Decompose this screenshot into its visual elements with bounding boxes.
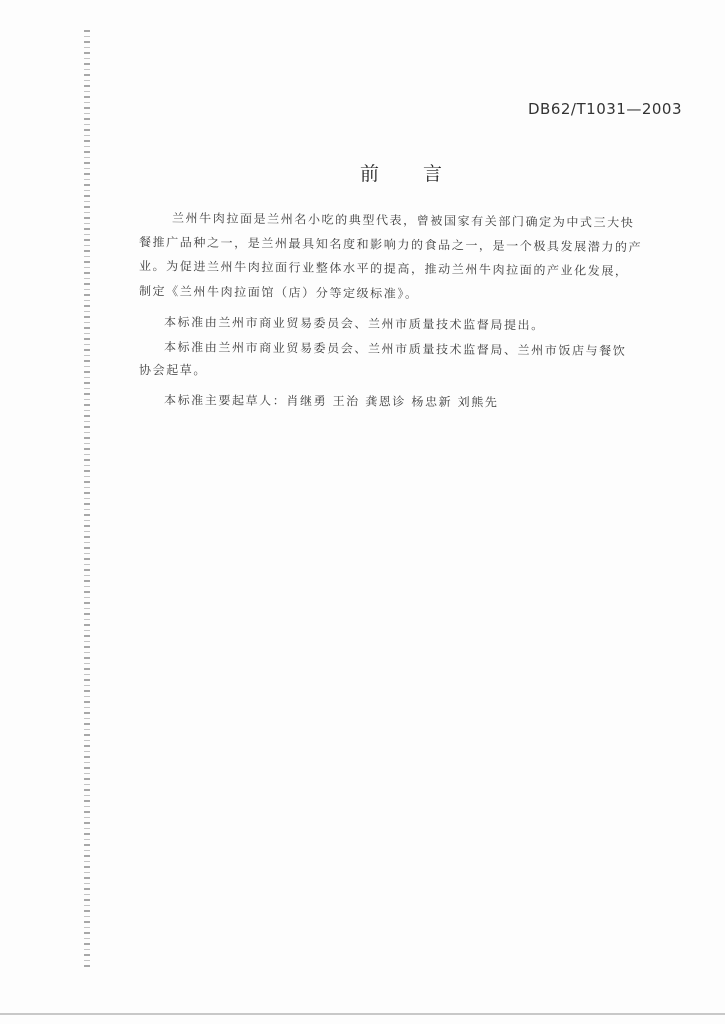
page-title: 前言 (360, 163, 487, 185)
paragraph-line: 协会起草。 (139, 363, 208, 377)
paragraph-line: 本标准由兰州市商业贸易委员会、兰州市质量技术监督局提出。 (163, 315, 545, 333)
paragraph-line: 制定《兰州牛肉拉面馆（店）分等定级标准》。 (138, 284, 419, 301)
paragraph-line: 业。为促进兰州牛肉拉面行业整体水平的提高，推动兰州牛肉拉面的产业化发展， (138, 259, 629, 279)
paragraph-line: 餐推广品种之一，是兰州最具知名度和影响力的食品之一，是一个极具发展潜力的产 (138, 235, 643, 255)
paragraph-line: 本标准由兰州市商业贸易委员会、兰州市质量技术监督局、兰州市饭店与餐饮 (163, 340, 627, 359)
paragraph-line: 兰州牛肉拉面是兰州名小吃的典型代表，曾被国家有关部门确定为中式三大快 (171, 211, 635, 230)
binding-edge-marks (84, 30, 90, 970)
drafters-line: 本标准主要起草人：肖继勇 王治 龚恩诊 杨忠新 刘熊先 (163, 393, 499, 410)
document-code: DB62/T1031—2003 (528, 100, 682, 118)
bottom-divider (0, 1013, 725, 1015)
